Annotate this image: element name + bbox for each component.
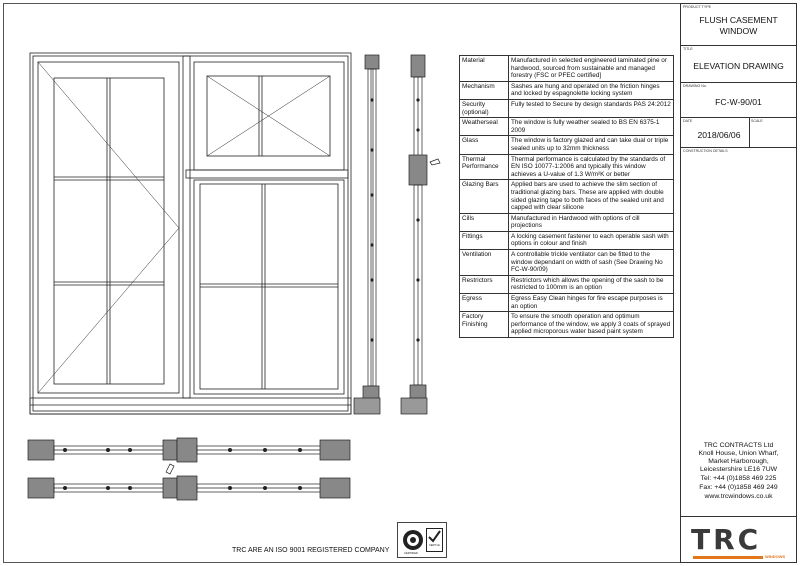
certification-logos bbox=[397, 522, 447, 558]
address-line2: Market Harborough, bbox=[708, 458, 769, 465]
logo-subtext: WINDOWS bbox=[765, 554, 786, 559]
title-cell bbox=[681, 46, 796, 83]
spec-value: Thermal performance is calculated by the standards of EN ISO 10077-1:2006 and typically this window achieves a U-value of 1.3 W/m²K or better bbox=[509, 154, 674, 180]
spec-key: Security (optional) bbox=[460, 99, 509, 117]
ukas-badge bbox=[426, 528, 443, 552]
spec-key: Glass bbox=[460, 136, 509, 154]
spec-row bbox=[460, 136, 674, 154]
spec-value: Egress Easy Clean hinges for fire escape purposes is an option bbox=[509, 294, 674, 312]
specification-table bbox=[459, 55, 674, 338]
date-scale-row bbox=[681, 118, 796, 148]
spec-value: Manufactured in Hardwood with options of cill projections bbox=[509, 213, 674, 231]
spec-row bbox=[460, 312, 674, 338]
spec-value: A locking casement fastener to each operable sash with options in colour and finish bbox=[509, 231, 674, 249]
drawing-no-cell bbox=[681, 83, 796, 118]
telephone: Tel: +44 (0)1858 469 225 bbox=[700, 475, 777, 482]
spec-key: Mechanism bbox=[460, 81, 509, 99]
spec-key: Fittings bbox=[460, 231, 509, 249]
spec-key: Factory Finishing bbox=[460, 312, 509, 338]
trc-logo: TRC bbox=[691, 523, 762, 556]
spec-row bbox=[460, 99, 674, 117]
title-block bbox=[680, 3, 797, 563]
product-type-label: PRODUCT TYPE bbox=[683, 5, 712, 9]
spec-key: Material bbox=[460, 56, 509, 82]
address-line3: Leicestershire LE16 7UW bbox=[699, 466, 778, 473]
logo-cell bbox=[681, 516, 796, 563]
spec-key: Glazing Bars bbox=[460, 180, 509, 213]
drawing-title: ELEVATION DRAWING bbox=[693, 61, 784, 71]
construction-cell bbox=[681, 148, 796, 433]
spec-row bbox=[460, 275, 674, 293]
spec-key: Egress bbox=[460, 294, 509, 312]
spec-value: Fully tested to Secure by design standards PAS 24:2012 bbox=[509, 99, 674, 117]
spec-key: Thermal Performance bbox=[460, 154, 509, 180]
spec-row bbox=[460, 250, 674, 276]
spec-value: Sashes are hung and operated on the friction hinges and locked by espagnolette locking system bbox=[509, 81, 674, 99]
spec-value: The window is factory glazed and can take dual or triple sealed units up to 32mm thickness bbox=[509, 136, 674, 154]
scale-cell bbox=[749, 118, 796, 147]
spec-value: The window is fully weather sealed to BS EN 6375-1 2009 bbox=[509, 118, 674, 136]
certified-label: CERTIFIED bbox=[404, 552, 418, 555]
drawing-no-label: DRAWING No. bbox=[683, 84, 707, 88]
spec-value: A controllable trickle ventilator can be fitted to the window dependant on width of sash (See Drawing No FC-W-90/09) bbox=[509, 250, 674, 276]
certified-seal-icon bbox=[401, 528, 425, 552]
spec-key: Cills bbox=[460, 213, 509, 231]
address-line1: Knoll House, Union Wharf, bbox=[698, 450, 779, 457]
spec-value: Applied bars are used to achieve the slim section of traditional glazing bars. These are applied with double sided glazing tape to both faces of the sealed unit and capped with clear silicone bbox=[509, 180, 674, 213]
spec-key: Weatherseal bbox=[460, 118, 509, 136]
product-type-cell bbox=[681, 4, 796, 46]
spec-key: Restrictors bbox=[460, 275, 509, 293]
spec-row bbox=[460, 118, 674, 136]
date-cell bbox=[681, 118, 750, 147]
website: www.trcwindows.co.uk bbox=[704, 493, 773, 500]
product-type-line1: FLUSH CASEMENT bbox=[699, 15, 778, 25]
spec-row bbox=[460, 154, 674, 180]
scale-label: SCALE bbox=[751, 119, 763, 123]
spec-row bbox=[460, 294, 674, 312]
date-label: DATE bbox=[683, 119, 693, 123]
ukas-cert-no: CERT No bbox=[428, 544, 440, 547]
spec-value: Manufactured in selected engineered laminated pine or hardwood, sourced from sustainable and managed forestry (FSC or PFEC certified] bbox=[509, 56, 674, 82]
spec-row bbox=[460, 180, 674, 213]
construction-label: CONSTRUCTION DETAILS bbox=[683, 149, 728, 153]
spec-row bbox=[460, 213, 674, 231]
logo-orange-bar bbox=[693, 556, 763, 559]
drawing-no: FC-W-90/01 bbox=[715, 97, 762, 107]
company-name: TRC CONTRACTS Ltd bbox=[703, 442, 774, 449]
drawing-date: 2018/06/06 bbox=[697, 130, 741, 140]
spec-value: To ensure the smooth operation and optimum performance of the window, we apply 3 coats of sprayed applied microporous water based paint system bbox=[509, 312, 674, 338]
spec-key: Ventilation bbox=[460, 250, 509, 276]
spec-value: Restrictors which allows the opening of the sash to be restricted to 100mm is an option bbox=[509, 275, 674, 293]
spec-row bbox=[460, 81, 674, 99]
product-type-line2: WINDOW bbox=[719, 26, 758, 36]
fax: Fax: +44 (0)1858 469 249 bbox=[699, 484, 778, 491]
spec-row bbox=[460, 56, 674, 82]
title-label: TITLE bbox=[683, 47, 693, 51]
iso-statement: TRC ARE AN ISO 9001 REGISTERED COMPANY bbox=[232, 547, 390, 554]
spec-row bbox=[460, 231, 674, 249]
